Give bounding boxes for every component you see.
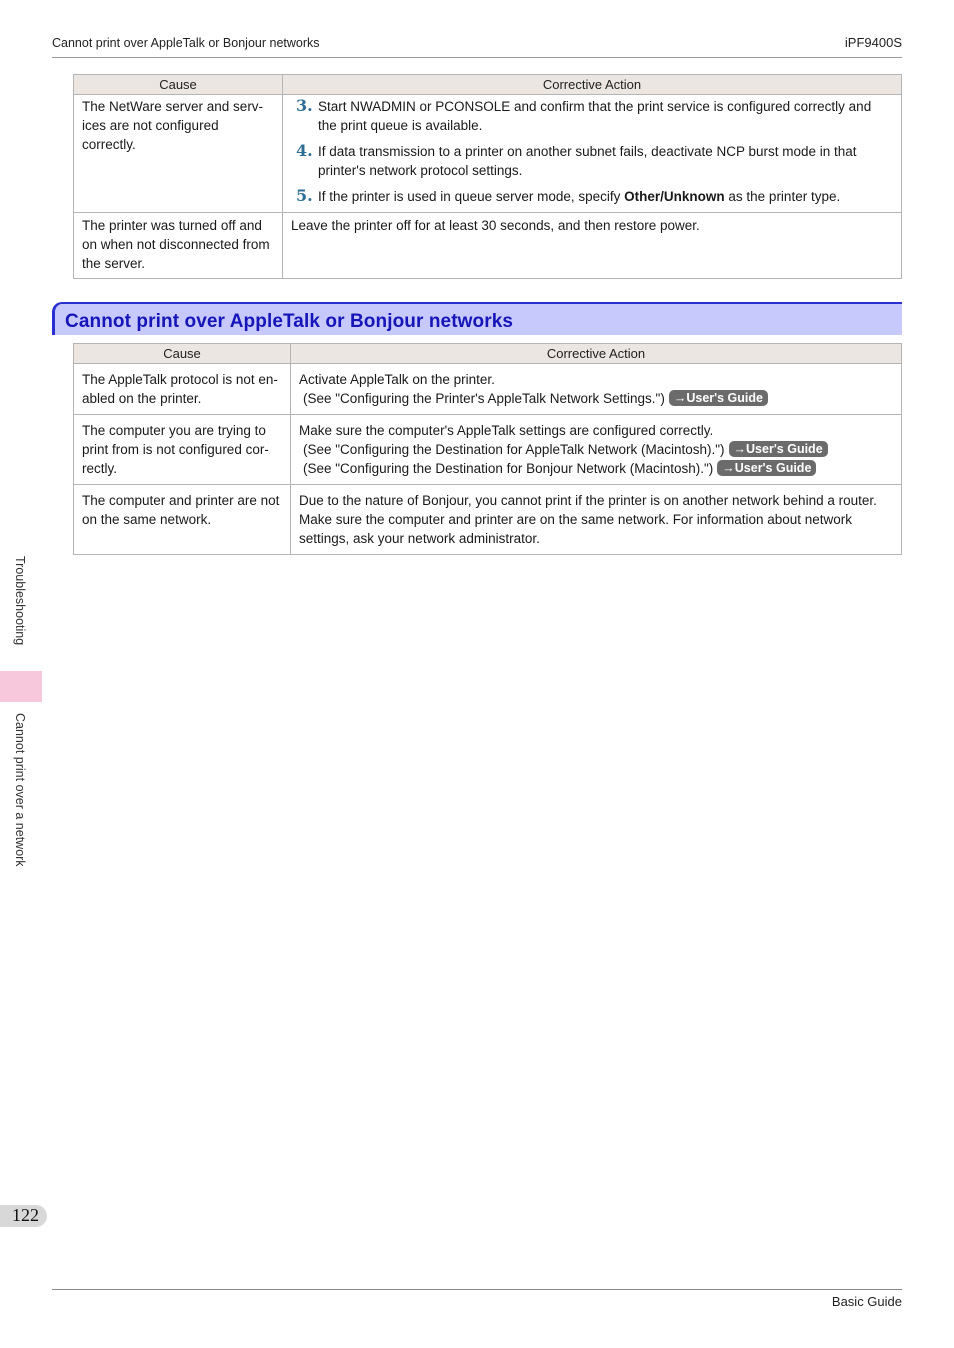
action-cell: Leave the printer off for at least 30 seconds, and then restore power. <box>283 213 902 279</box>
step-text-end: as the printer type. <box>724 189 841 204</box>
step-text: If data transmission to a printer on another subnet fails, deactivate NCP burst mode in that printer's network protocol settings. <box>318 144 857 178</box>
reference-text: (See "Configuring the Destination for AppleTalk Network (Macintosh).") <box>303 442 725 457</box>
action-text: Make sure the computer's AppleTalk settings are configured correctly. <box>299 423 714 438</box>
reference-line <box>299 459 893 478</box>
page-number: 122 <box>12 1205 39 1225</box>
side-tab-network[interactable]: Cannot print over a network <box>13 713 27 867</box>
table-row <box>74 95 902 213</box>
table-row <box>74 364 902 415</box>
cause-cell: The AppleTalk protocol is not en-abled on the printer. <box>74 364 291 415</box>
action-cell <box>291 364 902 415</box>
column-header-cause: Cause <box>74 75 283 95</box>
step-number: 4. <box>296 141 313 160</box>
table-row <box>74 213 902 279</box>
users-guide-link[interactable]: →User's Guide <box>717 460 816 476</box>
action-text: Activate AppleTalk on the printer. <box>299 372 495 387</box>
reference-text: (See "Configuring the Printer's AppleTalk Network Settings.") <box>303 391 665 406</box>
reference-line <box>299 389 893 408</box>
step-text <box>318 189 840 204</box>
cause-cell: The NetWare server and serv-ices are not configured correctly. <box>74 95 283 213</box>
action-cell <box>283 95 902 213</box>
step-number: 3. <box>296 96 313 115</box>
table-header-row <box>74 75 902 95</box>
table-row <box>74 485 902 555</box>
footer-guide-name: Basic Guide <box>831 1294 902 1309</box>
action-cell <box>291 415 902 485</box>
column-header-action: Corrective Action <box>283 75 902 95</box>
cause-cell: The computer you are trying to print from is not configured cor-rectly. <box>74 415 291 485</box>
side-tab-marker <box>0 671 42 702</box>
section-heading-bar <box>52 302 902 335</box>
column-header-cause: Cause <box>74 344 291 364</box>
page-number-badge <box>0 1205 47 1227</box>
cause-cell: The computer and printer are not on the same network. <box>74 485 291 555</box>
reference-text: (See "Configuring the Destination for Bonjour Network (Macintosh).") <box>303 461 714 476</box>
action-cell: Due to the nature of Bonjour, you cannot print if the printer is on another network behind a router. Make sure the computer and printer are on the same network. For information about network settings, ask your network administrator. <box>291 485 902 555</box>
printer-type-option: Other/Unknown <box>624 189 725 204</box>
side-tab-troubleshooting[interactable]: Troubleshooting <box>13 556 27 646</box>
column-header-action: Corrective Action <box>291 344 902 364</box>
step-text-start: If the printer is used in queue server mode, specify <box>318 189 625 204</box>
appletalk-cause-table <box>73 343 902 555</box>
section-title: Cannot print over AppleTalk or Bonjour networks <box>65 311 514 332</box>
page-header <box>52 35 902 58</box>
header-model-name: iPF9400S <box>844 35 902 50</box>
step-number: 5. <box>296 186 313 205</box>
step-item <box>291 187 893 206</box>
step-text: Start NWADMIN or PCONSOLE and confirm that the print service is configured correctly and the print queue is available. <box>318 99 872 133</box>
table-row <box>74 415 902 485</box>
users-guide-link[interactable]: →User's Guide <box>669 390 768 406</box>
step-item <box>291 97 893 135</box>
step-item <box>291 142 893 180</box>
table-header-row <box>74 344 902 364</box>
reference-line <box>299 440 893 459</box>
cause-cell: The printer was turned off and on when not disconnected from the server. <box>74 213 283 279</box>
page-footer <box>52 1289 902 1309</box>
users-guide-link[interactable]: →User's Guide <box>729 441 828 457</box>
header-section-title: Cannot print over AppleTalk or Bonjour networks <box>52 36 320 50</box>
netware-cause-table <box>73 74 902 279</box>
